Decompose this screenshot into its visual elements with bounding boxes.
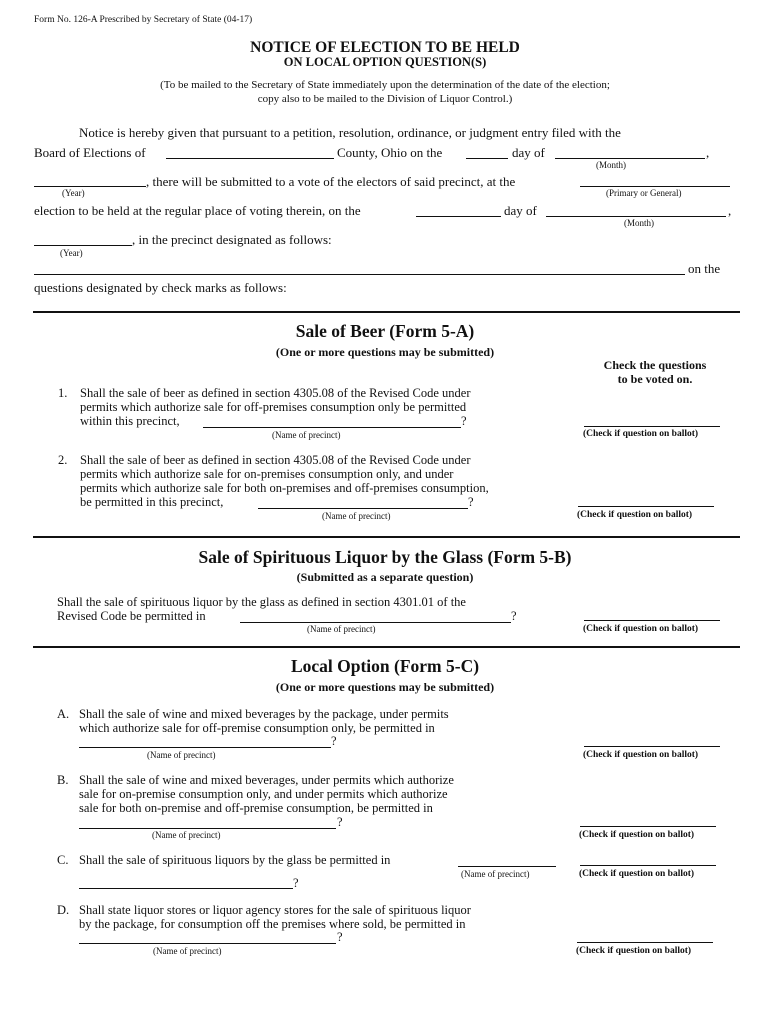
county-field[interactable] <box>166 158 334 159</box>
notice-intro: Notice is hereby given that pursuant to a petition, resolution, ordinance, or judgment entry filed with the <box>79 125 621 140</box>
q1-question-mark: ? <box>461 414 467 428</box>
qc-precinct-field-inline[interactable] <box>458 866 556 867</box>
page-title: NOTICE OF ELECTION TO BE HELD <box>250 39 520 56</box>
qb-check-label: (Check if question on ballot) <box>579 830 695 840</box>
q1-line-2: permits which authorize sale for off-premises consumption only be permitted <box>80 400 467 414</box>
q1-precinct-field[interactable] <box>203 427 461 428</box>
qb-line-1: Shall the sale of wine and mixed beverages, under permits which authorize <box>79 773 454 787</box>
q1-line-1: Shall the sale of beer as defined in section 4305.08 of the Revised Code under <box>80 386 471 400</box>
qb-precinct-field[interactable] <box>79 828 336 829</box>
qc-check-label: (Check if question on ballot) <box>579 869 695 879</box>
b-line-1: Shall the sale of spirituous liquor by the glass as defined in section 4301.01 of the <box>57 595 466 609</box>
b-name-label: (Name of precinct) <box>307 624 376 634</box>
election-month-field[interactable] <box>546 216 726 217</box>
submitted-vote-text: , there will be submitted to a vote of the electors of said precinct, at the <box>146 174 516 189</box>
qc-letter: C. <box>57 853 69 867</box>
qa-line-2: which authorize sale for off-premise consumption only, be permitted in <box>79 721 435 735</box>
q1-check-field[interactable] <box>584 426 720 427</box>
election-day-field[interactable] <box>416 216 501 217</box>
q1-check-label: (Check if question on ballot) <box>583 429 699 439</box>
qd-question-mark: ? <box>337 930 343 944</box>
qa-line-1: Shall the sale of wine and mixed beverages by the package, under permits <box>79 707 449 721</box>
questions-designated-text: questions designated by check marks as follows: <box>34 280 287 295</box>
precinct-description-field[interactable] <box>34 274 685 275</box>
section-divider-2 <box>33 536 740 538</box>
q2-precinct-field[interactable] <box>258 508 468 509</box>
q2-line-1: Shall the sale of beer as defined in section 4305.08 of the Revised Code under <box>80 453 471 467</box>
check-header-line-1: Check the questions <box>603 358 707 372</box>
qd-precinct-field[interactable] <box>79 943 336 944</box>
filing-year-field[interactable] <box>34 186 146 187</box>
b-precinct-field[interactable] <box>240 622 511 623</box>
year-label: (Year) <box>62 188 85 198</box>
form-number: Form No. 126-A Prescribed by Secretary of State (04-17) <box>34 15 253 25</box>
qc-name-label: (Name of precinct) <box>461 869 530 879</box>
qa-check-label: (Check if question on ballot) <box>583 750 699 760</box>
county-ohio-label: County, Ohio on the <box>337 145 443 160</box>
qd-letter: D. <box>57 903 70 917</box>
month-label-2: (Month) <box>624 218 654 228</box>
instructions-line-2: copy also to be mailed to the Division of Liquor Control.) <box>257 93 513 105</box>
filing-month-field[interactable] <box>555 158 705 159</box>
section-b-subtitle: (Submitted as a separate question) <box>296 570 474 584</box>
page-subtitle: ON LOCAL OPTION QUESTION(S) <box>283 55 487 69</box>
q2-line-4: be permitted in this precinct, <box>80 495 224 509</box>
qa-letter: A. <box>57 707 70 721</box>
qc-line-1: Shall the sale of spirituous liquors by the glass be permitted in <box>79 853 391 867</box>
qc-question-mark: ? <box>293 876 299 890</box>
q2-number: 2. <box>58 453 68 467</box>
election-year-field[interactable] <box>34 245 132 246</box>
qd-name-label: (Name of precinct) <box>153 946 222 956</box>
qd-line-2: by the package, for consumption off the premises where sold, be permitted in <box>79 917 466 931</box>
q2-line-3: permits which authorize sale for both on-premises and off-premises consumption, <box>80 481 489 495</box>
qd-check-label: (Check if question on ballot) <box>576 946 692 956</box>
board-of-elections-label: Board of Elections of <box>34 145 146 160</box>
qb-line-3: sale for both on-premise and off-premise consumption, be permitted in <box>79 801 433 815</box>
qc-precinct-field[interactable] <box>79 888 293 889</box>
comma-2: , <box>728 203 732 218</box>
qd-check-field[interactable] <box>577 942 713 943</box>
b-check-label: (Check if question on ballot) <box>583 624 699 634</box>
b-line-2: Revised Code be permitted in <box>57 609 206 623</box>
on-the-label: on the <box>688 261 721 276</box>
precinct-designated-text: , in the precinct designated as follows: <box>132 232 332 247</box>
section-a-subtitle: (One or more questions may be submitted) <box>275 345 495 359</box>
qd-line-1: Shall state liquor stores or liquor agency stores for the sale of spirituous liquor <box>79 903 471 917</box>
section-divider-3 <box>33 646 740 648</box>
primary-general-label: (Primary or General) <box>606 188 682 198</box>
filing-day-field[interactable] <box>466 158 508 159</box>
day-of-label-2: day of <box>504 203 537 218</box>
qb-check-field[interactable] <box>580 826 716 827</box>
election-type-field[interactable] <box>580 186 730 187</box>
instructions-line-1: (To be mailed to the Secretary of State immediately upon the determination of the date of the election; <box>160 79 610 91</box>
qc-check-field[interactable] <box>580 865 716 866</box>
b-question-mark: ? <box>511 609 517 623</box>
q1-line-3: within this precinct, <box>80 414 180 428</box>
month-label: (Month) <box>596 160 626 170</box>
qb-letter: B. <box>57 773 69 787</box>
q1-number: 1. <box>58 386 68 400</box>
qa-check-field[interactable] <box>584 746 720 747</box>
q2-question-mark: ? <box>468 495 474 509</box>
q2-check-label: (Check if question on ballot) <box>577 510 693 520</box>
election-held-text: election to be held at the regular place of voting therein, on the <box>34 203 361 218</box>
day-of-label: day of <box>512 145 545 160</box>
q2-check-field[interactable] <box>578 506 714 507</box>
q2-line-2: permits which authorize sale for on-premises consumption only, and under <box>80 467 454 481</box>
comma: , <box>706 145 710 160</box>
section-a-title: Sale of Beer (Form 5-A) <box>295 321 475 341</box>
section-divider <box>33 311 740 313</box>
year-label-2: (Year) <box>60 248 83 258</box>
section-c-subtitle: (One or more questions may be submitted) <box>275 680 495 694</box>
q2-name-label: (Name of precinct) <box>322 511 391 521</box>
qa-precinct-field[interactable] <box>79 747 331 748</box>
qa-name-label: (Name of precinct) <box>147 750 216 760</box>
b-check-field[interactable] <box>584 620 720 621</box>
qb-question-mark: ? <box>337 815 343 829</box>
section-c-title: Local Option (Form 5-C) <box>290 656 480 676</box>
section-b-title: Sale of Spirituous Liquor by the Glass (Form 5-B) <box>198 547 572 567</box>
qa-question-mark: ? <box>331 734 337 748</box>
check-header-line-2: to be voted on. <box>617 372 693 386</box>
qb-name-label: (Name of precinct) <box>152 830 221 840</box>
qb-line-2: sale for on-premise consumption only, and under permits which authorize <box>79 787 448 801</box>
q1-name-label: (Name of precinct) <box>272 430 341 440</box>
